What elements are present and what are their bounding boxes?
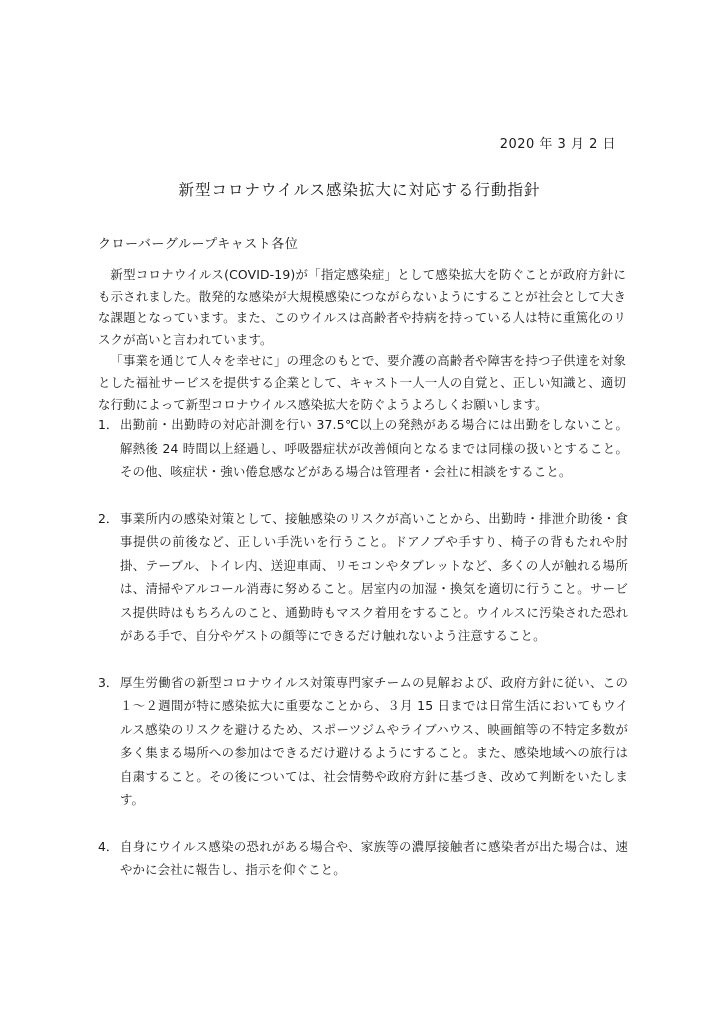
document-date: 2020 年 3 月 2 日 (499, 137, 616, 152)
guideline-text: 事業所内の感染対策として、接触感染のリスクが高いことから、出勤時・排泄介助後・食事提供の前後など、正しい手洗いを行うこと。ドアノブや手すり、椅子の背もたれや肘掛、テーブル、トイレ内、送迎車両、リモコンやタブレットなど、多くの人が触れる場所は、清掃やアルコール消毒に努めること。居室内の加湿・換気を適切に行うこと。サービス提供時はもちろんのこと、通勤時もマスク着用をすること。ウイルスに汚染された恐れがある手で、自分やゲストの顔等にできるだけ触れないよう注意すること。 (120, 510, 628, 643)
document-title: 新型コロナウイルス感染拡大に対応する行動指針 (178, 181, 541, 199)
intro-paragraph: 「事業を通じて人々を幸せに」の理念のもとで、要介護の高齢者や障害を持つ子供達を対象とした福祉サービスを提供する企業として、キャスト一人一人の自覚と、正しい知識と、適切な行動によって新型コロナウイルス感染拡大を防ぐようよろしくお願いします。 (98, 353, 626, 412)
guideline-number: 1． (98, 417, 119, 432)
guideline-item (98, 507, 628, 648)
guideline-item (98, 671, 628, 812)
addressee: クローバーグループキャスト各位 (98, 237, 299, 252)
guideline-number: 3． (98, 674, 119, 690)
guideline-list (98, 413, 628, 905)
guideline-text: 出勤前・出勤時の対応計測を行い 37.5℃以上の発熱がある場合には出勤をしないこと。解熱後 24 時間以上経過し、呼吸器症状が改善傾向となるまでは同様の扱いとすること。その他、咳症状・強い倦怠感などがある場合は管理者・会社に相談をすること。 (120, 417, 628, 479)
guideline-text: 厚生労働省の新型コロナウイルス対策専門家チームの見解および、政府方針に従い、この１～２週間が特に感染拡大に重要なことから、３月 15 日までは日常生活においてもウイルス感染のリスクを避けるため、スポーツジムやライブハウス、映画館等の不特定多数が多く集まる場所への参加はできるだけ避けるようにすること。また、感染地域への旅行は自粛すること。その後については、社会情勢や政府方針に基づき、改めて判断をいたします。 (120, 674, 628, 807)
guideline-number: 2． (98, 510, 119, 526)
guideline-item (98, 413, 628, 484)
guideline-text: 自身にウイルス感染の恐れがある場合や、家族等の濃厚接触者に感染者が出た場合は、速やかに会社に報告し、指示を仰ぐこと。 (120, 838, 628, 877)
intro-section (98, 264, 626, 415)
guideline-number: 4． (98, 838, 119, 854)
intro-paragraph: 新型コロナウイルス(COVID-19)が「指定感染症」として感染拡大を防ぐことが政府方針にも示されました。散発的な感染が大規模感染につながらないようにすることが社会として大きな課題となっています。また、このウイルスは高齢者や持病を持っている人は特に重篤化のリスクが高いと言われています。 (98, 267, 626, 347)
guideline-item (98, 835, 628, 882)
